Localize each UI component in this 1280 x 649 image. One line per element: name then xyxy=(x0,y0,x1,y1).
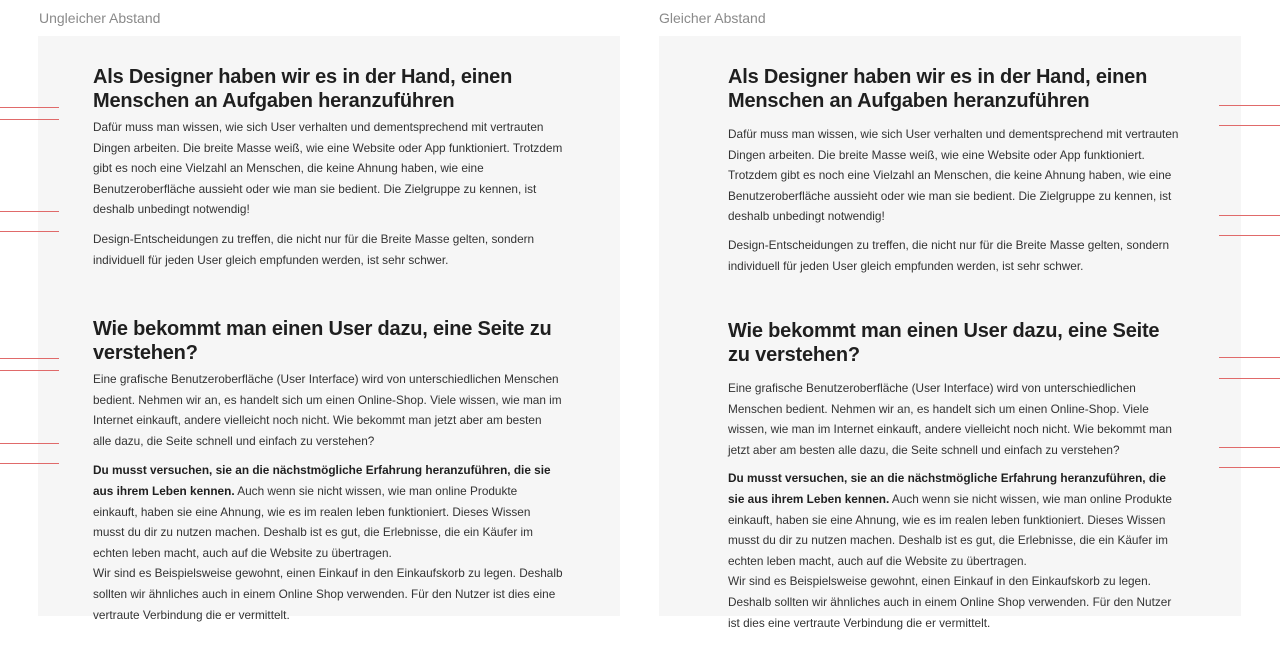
left-section-1-paragraph-1: Dafür muss man wissen, wie sich User verhalten und dementsprechend mit vertrauten Dingen arbeiten. Die breite Masse weiß, wie eine Website oder App funktioniert. Trotzdem gibt es noch eine Vielzahl an Menschen, die keine Ahnung haben, wie eine Benutzeroberfläche aussieht oder wie man sie bedient. Die Zielgruppe zu kennen, ist deshalb unbedingt notwendig! xyxy=(93,120,563,217)
spacing-marker xyxy=(0,370,59,371)
spacing-marker xyxy=(1219,447,1280,448)
left-section-1 xyxy=(93,66,563,270)
right-section-1-heading: Als Designer haben wir es in der Hand, einen Menschen an Aufgaben heranzuführen xyxy=(728,66,1148,112)
left-section-2-paragraph-2 xyxy=(93,460,563,563)
right-section-2-paragraph-1: Eine grafische Benutzeroberfläche (User Interface) wird von unterschiedlichen Menschen bedient. Nehmen wir an, es handelt sich um einen Online-Shop. Viele wissen, wie man im Internet einkauft, andere vielleicht noch nicht. Wie bekommt man jetzt aber am besten alle dazu, die Seite schnell und einfach zu verstehen? xyxy=(728,381,1172,457)
spacing-marker xyxy=(1219,357,1280,358)
left-section-1-heading: Als Designer haben wir es in der Hand, einen Menschen an Aufgaben heranzuführen xyxy=(93,66,513,112)
right-section-1-paragraph-2: Design-Entscheidungen zu treffen, die nicht nur für die Breite Masse gelten, sondern individuell für jeden User gleich empfunden werden, ist sehr schwer. xyxy=(728,237,1170,273)
spacing-marker xyxy=(1219,467,1280,468)
right-panel xyxy=(659,36,1241,630)
spacing-marker xyxy=(0,358,59,359)
right-section-2-paragraph-3: Wir sind es Beispielsweise gewohnt, einen Einkauf in den Einkaufskorb zu legen. Deshalb sollten wir ähnliches auch in einem Online Shop verwenden. Für den Nutzer ist dies eine vertraute Verbindung die er vermittelt. xyxy=(728,574,1172,630)
left-panel-label: Ungleicher Abstand xyxy=(39,10,161,26)
spacing-marker xyxy=(0,463,59,464)
spacing-marker xyxy=(0,119,59,120)
right-section-1-paragraph-1: Dafür muss man wissen, wie sich User verhalten und dementsprechend mit vertrauten Dingen arbeiten. Die breite Masse weiß, wie eine Website oder App funktioniert. Trotzdem gibt es noch eine Vielzahl an Menschen, die keine Ahnung haben, wie eine Benutzeroberfläche aussieht oder wie man sie bedient. Die Zielgruppe zu kennen, ist deshalb unbedingt notwendig! xyxy=(728,127,1179,224)
right-section-1 xyxy=(728,66,1184,276)
left-section-2 xyxy=(93,318,563,625)
left-panel xyxy=(38,36,620,622)
spacing-marker xyxy=(1219,105,1280,106)
right-section-2-bold-lead: Du musst versuchen, sie an die nächstmögliche Erfahrung heranzuführen, die sie aus ihrem Leben kennen. xyxy=(728,471,1166,506)
right-panel-label: Gleicher Abstand xyxy=(659,10,766,26)
spacing-marker xyxy=(1219,235,1280,236)
spacing-marker xyxy=(0,211,59,212)
left-section-2-paragraph-2-text: Auch wenn sie nicht wissen, wie man online Produkte einkauft, haben sie eine Ahnung, wie es im realen leben funktioniert. Dieses Wissen musst du dir zu nutzen machen. Deshalb ist es gut, die Erlebnisse, die ein Käufer im echten leben macht, auch auf die Website zu übertragen. xyxy=(93,483,533,560)
left-section-2-heading: Wie bekommt man einen User dazu, eine Seite zu verstehen? xyxy=(93,318,552,364)
spacing-marker xyxy=(1219,215,1280,216)
right-section-2-paragraph-2-text: Auch wenn sie nicht wissen, wie man online Produkte einkauft, haben sie eine Ahnung, wie es im realen leben funktioniert. Dieses Wissen musst du dir zu nutzen machen. Deshalb ist es gut, die Erlebnisse, die ein Käufer im echten leben macht, auch auf die Website zu übertragen. xyxy=(728,491,1172,568)
spacing-marker xyxy=(0,107,59,108)
spacing-marker xyxy=(1219,378,1280,379)
left-section-2-paragraph-3: Wir sind es Beispielsweise gewohnt, einen Einkauf in den Einkaufskorb zu legen. Deshalb sollten wir ähnliches auch in einem Online Shop verwenden. Für den Nutzer ist dies eine vertraute Verbindung die er vermittelt. xyxy=(93,566,563,622)
spacing-marker xyxy=(1219,125,1280,126)
left-section-1-paragraph-2: Design-Entscheidungen zu treffen, die nicht nur für die Breite Masse gelten, sondern individuell für jeden User gleich empfunden werden, ist sehr schwer. xyxy=(93,231,535,267)
left-section-2-bold-lead: Du musst versuchen, sie an die nächstmögliche Erfahrung heranzuführen, die sie aus ihrem Leben kennen. xyxy=(93,463,551,498)
right-section-2-paragraph-2 xyxy=(728,468,1184,571)
left-section-2-paragraph-1: Eine grafische Benutzeroberfläche (User Interface) wird von unterschiedlichen Menschen bedient. Nehmen wir an, es handelt sich um einen Online-Shop. Viele wissen, wie man im Internet einkauft, andere vielleicht noch nicht. Wie bekommt man jetzt aber am besten alle dazu, die Seite schnell und einfach zu verstehen? xyxy=(93,372,562,448)
right-section-2-heading: Wie bekommt man einen User dazu, eine Seite zu verstehen? xyxy=(728,320,1160,366)
spacing-marker xyxy=(0,231,59,232)
spacing-marker xyxy=(0,443,59,444)
right-section-2 xyxy=(728,320,1184,633)
